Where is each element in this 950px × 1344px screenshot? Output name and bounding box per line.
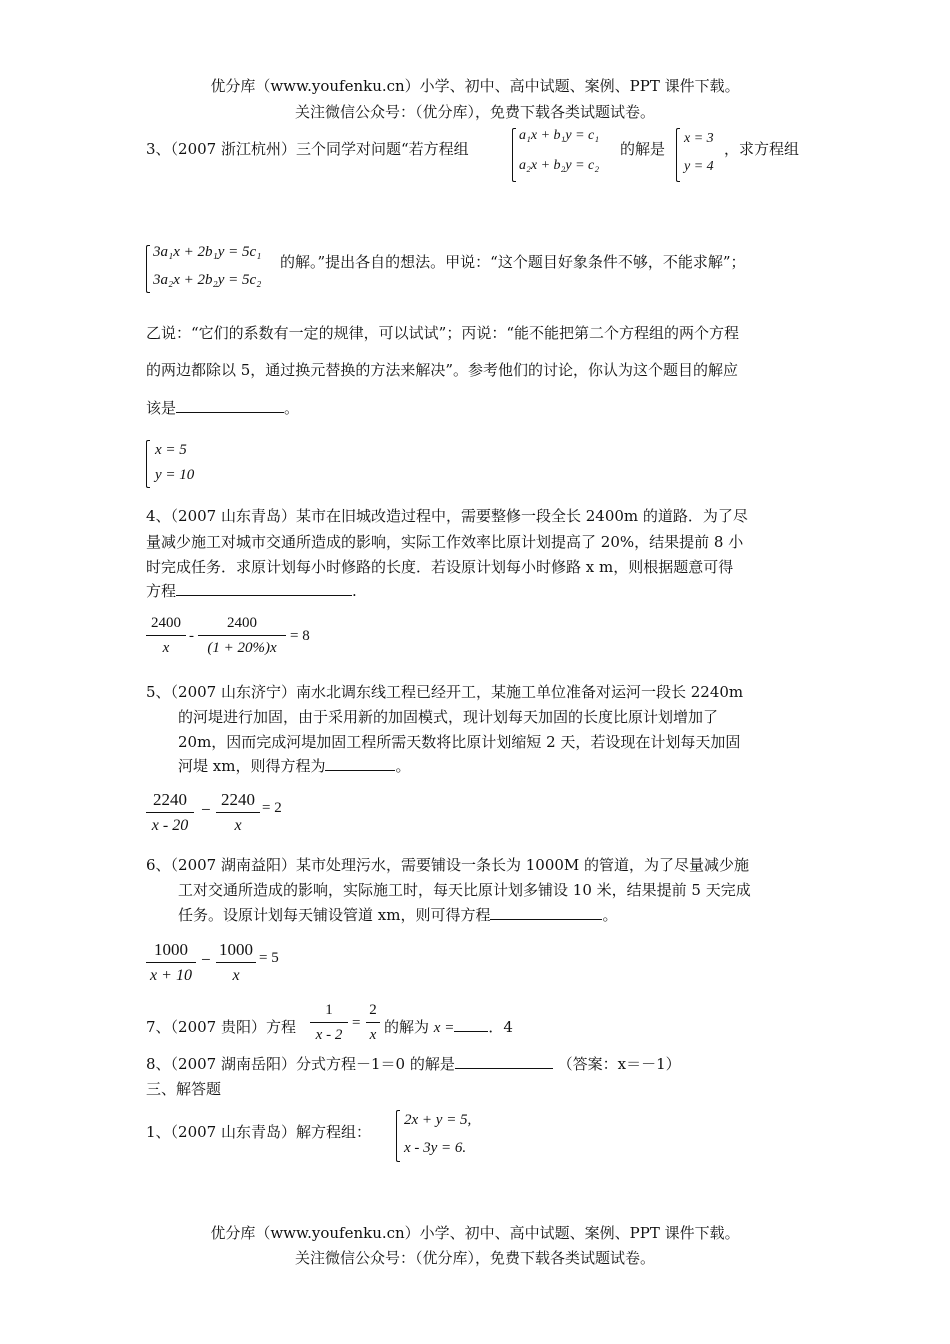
- q3-mid: 的解是: [620, 140, 666, 158]
- q7-var: x =: [433, 1020, 455, 1036]
- page-footer-line2: 关注微信公众号：（优分库），免费下载各类试题试卷。: [294, 1249, 655, 1267]
- q5-ans-op: −: [201, 800, 211, 819]
- q6-answer-blank: [490, 905, 602, 920]
- q7-num2: 2: [369, 1002, 377, 1018]
- page-header-line2: 关注微信公众号：（优分库），免费下载各类试题试卷。: [294, 103, 655, 121]
- p1-eq2: x - 3y = 6.: [404, 1140, 467, 1156]
- q3-sol-eq2: y = 4: [684, 159, 714, 174]
- q4-line2: 量减少施工对城市交通所造成的影响，实际工作效率比原计划提高了 20%，结果提前 8 小: [146, 533, 744, 551]
- q4-ans-rhs: = 8: [290, 628, 310, 644]
- q3-para4-text: 该是: [146, 399, 177, 417]
- q3-sys2-brace: [146, 245, 150, 293]
- q3-sol-brace: [676, 128, 680, 182]
- q4-line3: 时完成任务．求原计划每小时修路的长度．若设原计划每小时修路 x m，则根据题意可得: [146, 558, 734, 576]
- q5-ans-den1: x - 20: [151, 817, 189, 834]
- page-footer-line1: 优分库（www.youfenku.cn）小学、初中、高中试题、案例、PPT 课件下载。: [210, 1224, 740, 1242]
- q3-sys1-eq2: a₂x + b₂y = c₂: [519, 158, 600, 173]
- q4-ans-bar1: [146, 635, 186, 636]
- q7-intro: 7、（2007 贵阳）方程: [146, 1018, 296, 1036]
- q3-sys2-eq2: 3a₂x + 2b₂y = 5c₂: [153, 272, 262, 288]
- q5-line4-end: 。: [395, 757, 411, 775]
- q4-line1: 4、（2007 山东青岛）某市在旧城改造过程中，需要整修一段全长 2400m 的道路．为了尽: [146, 507, 748, 525]
- q3-answer-eq1: x = 5: [155, 442, 187, 458]
- q6-line2: 工对交通所造成的影响，实际施工时，每天比原计划多铺设 10 米，结果提前 5 天完成: [178, 881, 751, 899]
- q4-ans-num1: 2400: [151, 615, 181, 631]
- page-header-line1: 优分库（www.youfenku.cn）小学、初中、高中试题、案例、PPT 课件下载。: [210, 77, 740, 95]
- section3-title: 三、解答题: [146, 1080, 222, 1098]
- q3-answer-brace: [146, 440, 150, 488]
- q7-bar1: [310, 1022, 348, 1023]
- q5-ans-num1: 2240: [153, 790, 187, 809]
- q5-ans-den2: x: [234, 817, 242, 834]
- q7-answer-blank: [454, 1017, 488, 1032]
- p1-brace: [396, 1110, 400, 1162]
- q4-ans-num2: 2400: [227, 615, 257, 631]
- q7-end: ．4: [488, 1018, 513, 1036]
- q5-ans-bar2: [216, 812, 260, 813]
- p1-intro: 1、（2007 山东青岛）解方程组：: [146, 1123, 371, 1141]
- q3-para4-end: 。: [284, 399, 300, 417]
- q5-line1: 5、（2007 山东济宁）南水北调东线工程已经开工，某施工单位准备对运河一段长 2240m: [146, 683, 744, 701]
- q3-sol-eq1: x = 3: [684, 131, 714, 146]
- q8-line: [146, 1053, 681, 1074]
- q3-sys2-eq1: 3a₁x + 2b₁y = 5c₁: [153, 244, 262, 260]
- q3-answer-blank: [176, 398, 284, 413]
- q3-sys1-brace: [512, 128, 516, 182]
- q7-den1: x - 2: [315, 1027, 343, 1043]
- q6-ans-bar2: [216, 962, 256, 963]
- q4-ans-op: -: [189, 628, 194, 644]
- q4-line4-end: .: [352, 582, 357, 600]
- q8-text: 8、（2007 湖南岳阳）分式方程－1＝0 的解是: [146, 1055, 455, 1073]
- q6-ans-den2: x: [232, 967, 240, 984]
- q6-line3-end: 。: [602, 906, 618, 924]
- q7-num1: 1: [325, 1002, 333, 1018]
- q4-answer-blank: [176, 581, 352, 596]
- q4-line4: [146, 580, 357, 601]
- q4-ans-den2: (1 + 20%)x: [207, 640, 277, 656]
- q6-line1: 6、（2007 湖南益阳）某市处理污水，需要铺设一条长为 1000M 的管道，为了尽量减少施: [146, 856, 750, 874]
- q5-answer-blank: [325, 756, 395, 771]
- q5-line2: 的河堤进行加固，由于采用新的加固模式，现计划每天加固的长度比原计划增加了: [178, 708, 719, 726]
- q8-answer-blank: [455, 1054, 553, 1069]
- q8-answer: （答案：x＝－1）: [557, 1055, 681, 1073]
- q4-line4-text: 方程: [146, 582, 177, 600]
- q5-ans-rhs: = 2: [262, 800, 282, 816]
- q3-answer-eq2: y = 10: [155, 467, 195, 483]
- q3-intro: 3、（2007 浙江杭州）三个同学对问题“若方程组: [146, 140, 469, 158]
- q3-para2: 乙说：“它们的系数有一定的规律，可以试试”；丙说：“能不能把第二个方程组的两个方程: [146, 324, 740, 342]
- q5-line3: 20m，因而完成河堤加固工程所需天数将比原计划缩短 2 天，若设现在计划每天加固: [178, 733, 741, 751]
- q6-line3-text: 任务。设原计划每天铺设管道 xm，则可得方程: [178, 906, 491, 924]
- q6-ans-op: −: [201, 950, 211, 969]
- q7-eq: =: [352, 1015, 361, 1031]
- q6-ans-den1: x + 10: [150, 967, 192, 984]
- q3-para3: 的两边都除以 5，通过换元替换的方法来解决”。参考他们的讨论，你认为这个题目的解应: [146, 361, 738, 379]
- q5-line4: [178, 755, 410, 776]
- q7-mid: [384, 1016, 513, 1037]
- p1-eq1: 2x + y = 5,: [404, 1112, 472, 1128]
- q6-ans-num2: 1000: [219, 940, 253, 959]
- q3-tail: ，求方程组: [724, 140, 800, 158]
- q7-bar2: [366, 1022, 380, 1023]
- q6-ans-rhs: = 5: [259, 950, 279, 966]
- q7-den2: x: [369, 1027, 377, 1043]
- q4-ans-den1: x: [162, 640, 170, 656]
- q5-ans-num2: 2240: [221, 790, 255, 809]
- q3-para4: [146, 397, 299, 418]
- q6-line3: [178, 904, 617, 925]
- q7-mid-text: 的解为: [384, 1018, 430, 1036]
- q6-ans-num1: 1000: [154, 940, 188, 959]
- q3-after-sys2: 的解。”提出各自的想法。甲说：“这个题目好象条件不够，不能求解”；: [280, 253, 746, 271]
- q3-sys1-eq1: a₁x + b₁y = c₁: [519, 128, 600, 143]
- q6-ans-bar1: [146, 962, 196, 963]
- q5-ans-bar1: [146, 812, 194, 813]
- q4-ans-bar2: [198, 635, 286, 636]
- q5-line4-text: 河堤 xm，则得方程为: [178, 757, 326, 775]
